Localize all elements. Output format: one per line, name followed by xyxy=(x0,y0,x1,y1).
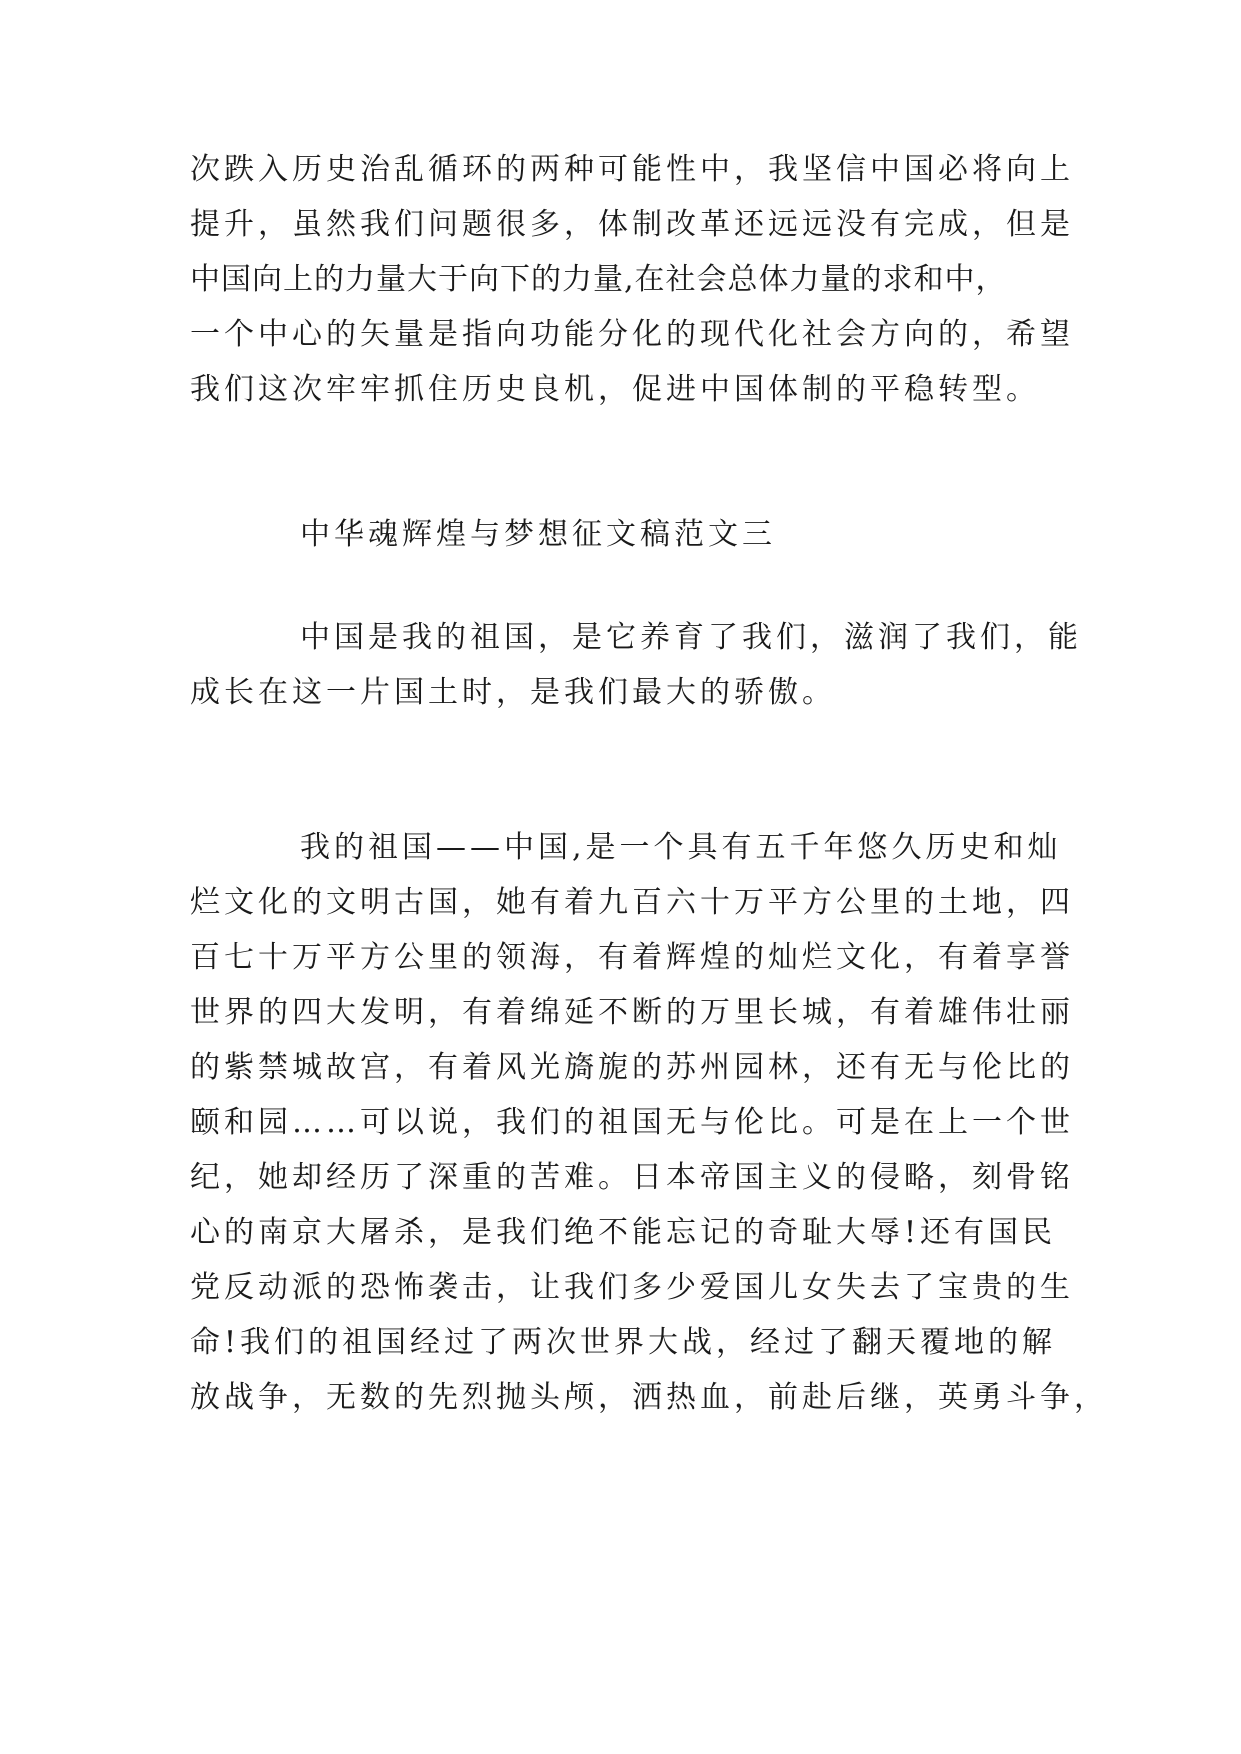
text-line: 放战争，无数的先烈抛头颅，洒热血，前赴后继，英勇斗争， xyxy=(190,1380,1108,1415)
text-line: 一个中心的矢量是指向功能分化的现代化社会方向的，希望 xyxy=(190,317,1074,352)
text-line: 命!我们的祖国经过了两次世界大战，经过了翻天覆地的解 xyxy=(190,1325,1057,1360)
text-line: 的紫禁城故宫，有着风光旖旎的苏州园林，还有无与伦比的 xyxy=(190,1050,1074,1085)
text-line: 党反动派的恐怖袭击，让我们多少爱国儿女失去了宝贵的生 xyxy=(190,1270,1074,1305)
text-line: 中国是我的祖国，是它养育了我们，滋润了我们，能 xyxy=(300,620,1082,655)
text-line: 百七十万平方公里的领海，有着辉煌的灿烂文化，有着享誉 xyxy=(190,940,1074,975)
text-line: 提升，虽然我们问题很多，体制改革还远远没有完成，但是 xyxy=(190,207,1074,242)
text-line: 中国向上的力量大于向下的力量,在社会总体力量的求和中， xyxy=(190,262,1007,297)
text-line: 成长在这一片国土时，是我们最大的骄傲。 xyxy=(190,675,836,710)
text-line: 纪，她却经历了深重的苦难。日本帝国主义的侵略，刻骨铭 xyxy=(190,1160,1074,1195)
text-line: 我们这次牢牢抓住历史良机，促进中国体制的平稳转型。 xyxy=(190,372,1040,407)
text-line: 心的南京大屠杀，是我们绝不能忘记的奇耻大辱!还有国民 xyxy=(190,1215,1057,1250)
text-line: 烂文化的文明古国，她有着九百六十万平方公里的土地，四 xyxy=(190,885,1074,920)
text-line: 我的祖国——中国,是一个具有五千年悠久历史和灿 xyxy=(300,830,1062,865)
text-line: 颐和园……可以说，我们的祖国无与伦比。可是在上一个世 xyxy=(190,1105,1074,1140)
section-title: 中华魂辉煌与梦想征文稿范文三 xyxy=(300,517,776,552)
text-line: 次跌入历史治乱循环的两种可能性中，我坚信中国必将向上 xyxy=(190,152,1074,187)
text-line: 世界的四大发明，有着绵延不断的万里长城，有着雄伟壮丽 xyxy=(190,995,1074,1030)
